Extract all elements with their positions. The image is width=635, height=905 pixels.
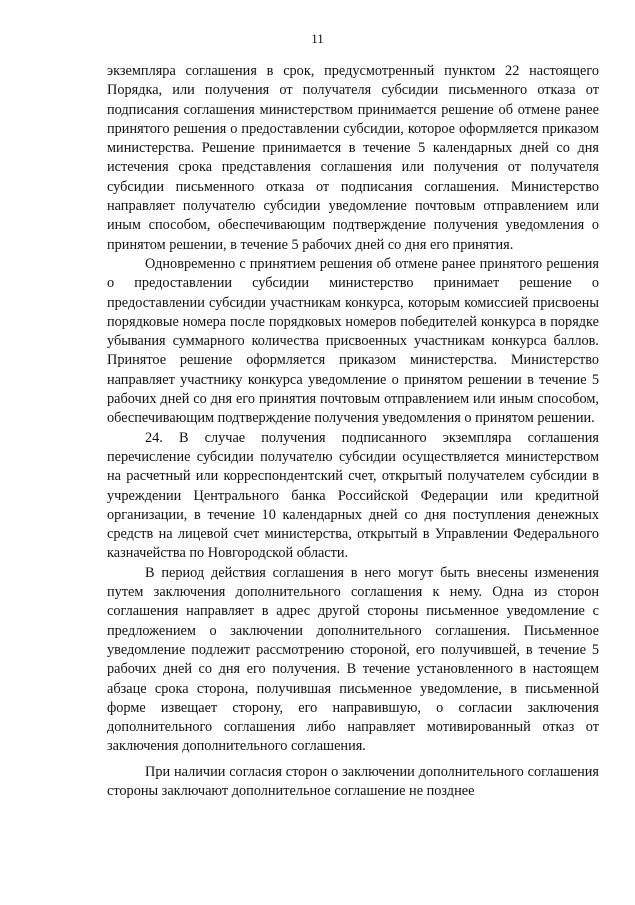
paragraph-24-transfer: 24. В случае получения подписанного экземпляра соглашения перечисление субсидии получателю субсидии осуществляется министерством на расчетный или корреспондентский счет, открытый получателем субсидии в учреждении Центрального банка Российской Федерации или кредитной организации, в течение 10 календарных дней со дня поступления денежных средств на лицевой счет министерства, открытый в Управлении Федерального казначейства по Новгородской области.	[107, 429, 599, 562]
paragraph-agreement-consent: При наличии согласия сторон о заключении дополнительного соглашения стороны заключают дополнительное соглашение не позднее	[107, 763, 599, 799]
paragraph-continuation: экземпляра соглашения в срок, предусмотренный пунктом 22 настоящего Порядка, или получения от получателя субсидии письменного отказа от подписания соглашения министерством принимается решение об отмене ранее принятого решения о предоставлении субсидии, которое оформляется приказом министерства. Решение принимается в течение 5 календарных дней со дня истечения срока представления соглашения или получения от получателя субсидии письменного отказа от подписания соглашения. Министерство направляет получателю субсидии уведомление почтовым отправлением или иным способом, обеспечивающим подтверждение получения уведомления о принятом решении, в течение 5 рабочих дней со дня его принятия.	[107, 63, 599, 253]
paragraph-cancellation-decision: Одновременно с принятием решения об отмене ранее принятого решения о предоставлении субсидии министерство принимает решение о предоставлении субсидии участникам конкурса, которым комиссией присвоены порядковые номера после порядковых номеров победителей конкурса в порядке убывания суммарного количества присвоенных участникам конкурса баллов. Принятое решение оформляется приказом министерства. Министерство направляет участнику конкурса уведомление о принятом решении в течение 5 рабочих дней со дня его принятия почтовым отправлением или иным способом, обеспечивающим подтверждение получения уведомления о принятом решении.	[107, 255, 599, 427]
page-number: 11	[311, 31, 324, 46]
paragraph-amendments: В период действия соглашения в него могут быть внесены изменения путем заключения дополнительного соглашения к нему. Одна из сторон соглашения направляет в адрес другой стороны письменное уведомление с предложением о заключении дополнительного соглашения. Письменное уведомление подлежит рассмотрению стороной, его получившей, в течение 5 рабочих дней со дня его получения. В течение установленного в настоящем абзаце срока сторона, получившая письменное уведомление, в письменной форме извещает сторону, его направившую, о согласии заключения дополнительного соглашения либо направляет мотивированный отказ от заключения дополнительного соглашения.	[107, 564, 599, 755]
document-body	[107, 62, 599, 801]
